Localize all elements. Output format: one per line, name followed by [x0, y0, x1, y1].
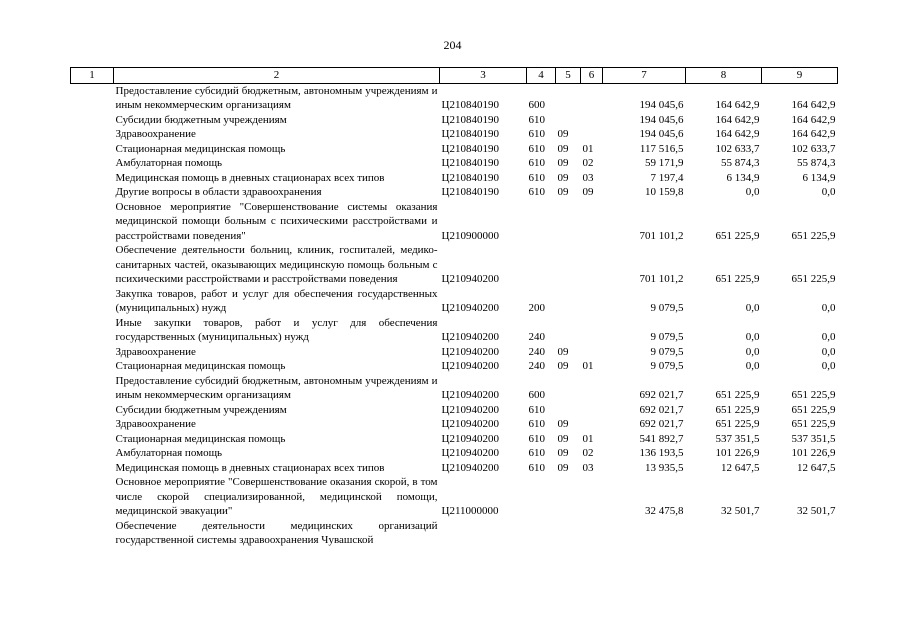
row-name [114, 345, 440, 360]
row-amount-col9: 101 226,9 [791, 447, 836, 459]
row-subsection [581, 345, 603, 360]
row-blank-cell [71, 243, 114, 287]
row-blank-cell [71, 432, 114, 447]
row-section [556, 113, 581, 128]
table-row [71, 113, 838, 128]
row-amount-col9: 0,0 [821, 186, 836, 198]
row-blank-cell [71, 519, 114, 548]
table-row [71, 200, 838, 244]
row-section [556, 83, 581, 113]
row-name [114, 83, 440, 113]
row-section [556, 316, 581, 345]
budget-table [70, 67, 838, 548]
row-name [114, 171, 440, 186]
row-expense-type: 610 [528, 418, 545, 430]
row-name-text: Медицинская помощь в дневных стационарах всех типов [115, 171, 385, 184]
row-target-code: Ц210940200 [441, 302, 499, 314]
row-amount-col8: 32 501,7 [721, 505, 760, 517]
row-amount-col8 [686, 519, 762, 548]
row-name-text: Обеспечение деятельности больниц, клиник, госпиталей, медико-санитарных частей, оказывающих медицинскую помощь больным с психическими расстройствами и расстройствами поведения [115, 244, 438, 285]
row-subsection: 02 [582, 157, 594, 169]
table-row [71, 417, 838, 432]
row-target-code: Ц210900000 [441, 229, 499, 242]
row-section: 09 [557, 157, 569, 169]
row-name-text: Стационарная медицинская помощь [115, 432, 286, 445]
row-amount-col9: 0,0 [821, 360, 836, 372]
column-header: 6 [581, 68, 603, 84]
table-row [71, 519, 838, 548]
row-section [556, 403, 581, 418]
row-name [114, 446, 440, 461]
column-header: 5 [556, 68, 581, 84]
row-section: 09 [557, 186, 569, 198]
table-row [71, 142, 838, 157]
row-blank-cell [71, 200, 114, 244]
row-blank-cell [71, 446, 114, 461]
row-amount-col9: 651 225,9 [791, 418, 836, 430]
row-subsection [581, 403, 603, 418]
row-name [114, 113, 440, 128]
row-subsection [581, 374, 603, 403]
column-header: 8 [686, 68, 762, 84]
row-amount-col9: 651 225,9 [791, 389, 836, 401]
row-name [114, 127, 440, 142]
row-target-code: Ц210840190 [441, 171, 499, 184]
row-amount-col7: 701 101,2 [639, 273, 684, 285]
row-amount-col7: 541 892,7 [639, 432, 684, 445]
row-subsection [581, 200, 603, 244]
row-subsection: 03 [582, 171, 594, 184]
row-subsection [581, 417, 603, 432]
table-row [71, 432, 838, 447]
row-expense-type: 610 [528, 186, 545, 198]
row-name [114, 142, 440, 157]
table-row [71, 359, 838, 374]
row-section: 09 [557, 345, 569, 358]
row-amount-col8: 651 225,9 [715, 403, 760, 416]
row-name-text: Медицинская помощь в дневных стационарах всех типов [115, 461, 385, 474]
row-amount-col8: 651 225,9 [715, 229, 760, 242]
row-section: 09 [557, 171, 569, 184]
row-amount-col7: 194 045,6 [639, 113, 684, 126]
table-row [71, 316, 838, 345]
row-target-code [440, 519, 527, 548]
row-amount-col8: 0,0 [745, 331, 760, 343]
row-blank-cell [71, 156, 114, 171]
row-amount-col8: 102 633,7 [715, 142, 760, 155]
row-section: 09 [557, 128, 569, 140]
row-expense-type: 610 [528, 171, 545, 184]
row-section: 09 [557, 447, 569, 459]
row-amount-col8: 537 351,5 [715, 432, 760, 445]
row-amount-col7: 10 159,8 [645, 186, 684, 198]
row-amount-col9: 164 642,9 [791, 113, 836, 126]
row-expense-type: 600 [528, 389, 545, 401]
row-name-text: Предоставление субсидий бюджетным, автономным учреждениям и иным некоммерческим организациям [115, 84, 438, 111]
column-header: 7 [603, 68, 686, 84]
row-amount-col9: 651 225,9 [791, 273, 836, 285]
row-amount-col9: 0,0 [821, 331, 836, 343]
row-amount-col8: 0,0 [745, 345, 760, 358]
row-amount-col7: 9 079,5 [650, 345, 684, 358]
row-section: 09 [557, 360, 569, 372]
row-amount-col9: 0,0 [821, 345, 836, 358]
row-amount-col8: 164 642,9 [715, 113, 760, 126]
page-number: 204 [443, 38, 462, 52]
row-amount-col7: 692 021,7 [639, 389, 684, 401]
row-subsection [581, 316, 603, 345]
row-subsection: 02 [582, 447, 594, 459]
row-name-text: Закупка товаров, работ и услуг для обеспечения государственных (муниципальных) нужд [115, 287, 438, 314]
table-row [71, 461, 838, 476]
row-target-code: Ц210840190 [441, 142, 499, 155]
row-name-text: Амбулаторная помощь [115, 157, 223, 169]
row-amount-col7: 9 079,5 [650, 302, 684, 314]
row-amount-col7: 692 021,7 [639, 418, 684, 430]
row-target-code: Ц210940200 [441, 461, 499, 474]
row-blank-cell [71, 359, 114, 374]
row-blank-cell [71, 142, 114, 157]
row-amount-col7: 194 045,6 [639, 99, 684, 111]
row-name-text: Стационарная медицинская помощь [115, 142, 286, 155]
row-name [114, 287, 440, 316]
row-expense-type: 240 [528, 331, 545, 343]
row-name [114, 316, 440, 345]
row-amount-col8: 651 225,9 [715, 389, 760, 401]
row-name [114, 243, 440, 287]
row-amount-col8: 0,0 [745, 302, 760, 314]
row-blank-cell [71, 127, 114, 142]
row-target-code: Ц210940200 [441, 273, 499, 285]
row-target-code: Ц210840190 [441, 99, 499, 111]
row-section: 09 [557, 418, 569, 430]
row-expense-type [527, 519, 556, 548]
row-amount-col9: 164 642,9 [791, 128, 836, 140]
row-name [114, 374, 440, 403]
column-header: 9 [762, 68, 838, 84]
row-name [114, 156, 440, 171]
row-amount-col8: 0,0 [745, 360, 760, 372]
row-blank-cell [71, 345, 114, 360]
row-expense-type: 610 [528, 432, 545, 445]
row-amount-col7: 59 171,9 [645, 157, 684, 169]
row-section: 09 [557, 142, 569, 155]
row-amount-col7: 32 475,8 [645, 505, 684, 517]
row-amount-col8: 101 226,9 [715, 447, 760, 459]
row-section [556, 475, 581, 519]
row-blank-cell [71, 316, 114, 345]
row-amount-col7: 7 197,4 [650, 171, 684, 184]
row-section [556, 287, 581, 316]
row-amount-col8: 164 642,9 [715, 99, 760, 111]
column-header: 4 [527, 68, 556, 84]
row-blank-cell [71, 287, 114, 316]
row-subsection: 01 [582, 142, 594, 155]
row-amount-col7 [603, 519, 686, 548]
row-blank-cell [71, 475, 114, 519]
table-body [71, 83, 838, 548]
row-amount-col9: 0,0 [821, 302, 836, 314]
row-subsection: 01 [582, 432, 594, 445]
row-target-code: Ц210840190 [441, 186, 499, 198]
row-amount-col7: 117 516,5 [639, 142, 684, 155]
row-expense-type: 610 [528, 447, 545, 459]
row-name-text: Здравоохранение [115, 128, 196, 140]
row-amount-col7: 701 101,2 [639, 229, 684, 242]
row-name [114, 359, 440, 374]
row-target-code: Ц210940200 [441, 403, 499, 416]
row-amount-col9: 651 225,9 [791, 403, 836, 416]
row-subsection [581, 127, 603, 142]
row-amount-col9: 651 225,9 [791, 229, 836, 242]
row-amount-col8: 651 225,9 [715, 273, 760, 285]
row-section: 09 [557, 432, 569, 445]
row-section [556, 374, 581, 403]
table-row [71, 156, 838, 171]
row-amount-col7: 194 045,6 [639, 128, 684, 140]
table-row [71, 127, 838, 142]
row-expense-type: 240 [528, 360, 545, 372]
column-header: 1 [71, 68, 114, 84]
row-amount-col9: 32 501,7 [797, 505, 836, 517]
row-target-code: Ц210940200 [441, 389, 499, 401]
row-name [114, 519, 440, 548]
column-header: 2 [114, 68, 440, 84]
row-expense-type: 610 [528, 157, 545, 169]
row-name-text: Другие вопросы в области здравоохранения [115, 186, 322, 198]
table-row [71, 446, 838, 461]
table-row [71, 374, 838, 403]
row-amount-col8: 0,0 [745, 186, 760, 198]
row-name-text: Обеспечение деятельности медицинских организаций государственной системы здравоохранения Чувашской [115, 519, 438, 546]
row-amount-col8: 55 874,3 [721, 157, 760, 169]
column-header-row [71, 68, 838, 84]
row-amount-col9 [762, 519, 838, 548]
table-row [71, 287, 838, 316]
row-amount-col9: 102 633,7 [791, 142, 836, 155]
row-expense-type: 200 [528, 302, 545, 314]
table-row [71, 345, 838, 360]
row-name-text: Здравоохранение [115, 345, 196, 358]
row-name-text: Иные закупки товаров, работ и услуг для обеспечения государственных (муниципальных) нужд [115, 316, 438, 343]
row-subsection: 03 [582, 461, 594, 474]
row-amount-col8: 12 647,5 [721, 461, 760, 474]
row-target-code: Ц210940200 [441, 447, 499, 459]
row-amount-col7: 13 935,5 [645, 461, 684, 474]
row-amount-col7: 136 193,5 [639, 447, 684, 459]
row-name [114, 432, 440, 447]
row-target-code: Ц210840190 [441, 128, 499, 140]
row-amount-col9: 12 647,5 [797, 461, 836, 474]
row-expense-type: 600 [528, 99, 545, 111]
table-row [71, 185, 838, 200]
row-section: 09 [557, 461, 569, 474]
row-name-text: Здравоохранение [115, 418, 196, 430]
table-row [71, 83, 838, 113]
row-expense-type: 610 [528, 113, 545, 126]
row-amount-col9: 55 874,3 [797, 157, 836, 169]
column-header: 3 [440, 68, 527, 84]
row-amount-col7: 692 021,7 [639, 403, 684, 416]
row-section [556, 519, 581, 548]
row-target-code: Ц210840190 [441, 113, 499, 126]
row-amount-col9: 6 134,9 [802, 171, 836, 184]
row-expense-type: 610 [528, 128, 545, 140]
table-row [71, 243, 838, 287]
row-name [114, 417, 440, 432]
table-row [71, 475, 838, 519]
row-name-text: Амбулаторная помощь [115, 447, 223, 459]
row-expense-type: 610 [528, 142, 545, 155]
row-subsection [581, 113, 603, 128]
row-subsection: 01 [582, 360, 594, 372]
row-subsection [581, 83, 603, 113]
row-blank-cell [71, 113, 114, 128]
row-name [114, 461, 440, 476]
row-name-text: Основное мероприятие "Совершенствование системы оказания медицинской помощи больным с психическими расстройствами и расстройствами поведения" [115, 200, 438, 242]
row-name [114, 403, 440, 418]
row-section [556, 243, 581, 287]
row-blank-cell [71, 461, 114, 476]
row-target-code: Ц210940200 [441, 345, 499, 358]
row-expense-type: 610 [528, 461, 545, 474]
row-subsection: 09 [582, 186, 594, 198]
row-name-text: Субсидии бюджетным учреждениям [115, 403, 287, 416]
row-subsection [581, 287, 603, 316]
row-section [556, 200, 581, 244]
row-expense-type [527, 243, 556, 287]
row-name-text: Основное мероприятие "Совершенствование оказания скорой, в том числе скорой специализированной, медицинской помощи, медицинской эвакуации" [115, 476, 438, 517]
row-target-code: Ц210940200 [441, 331, 499, 343]
table-row [71, 171, 838, 186]
row-expense-type [527, 200, 556, 244]
row-amount-col7: 9 079,5 [650, 360, 684, 372]
row-subsection [581, 243, 603, 287]
row-subsection [581, 475, 603, 519]
row-name [114, 475, 440, 519]
row-amount-col8: 164 642,9 [715, 128, 760, 140]
table-row [71, 403, 838, 418]
row-target-code: Ц210940200 [441, 432, 499, 445]
row-amount-col9: 537 351,5 [791, 432, 836, 445]
row-amount-col9: 164 642,9 [791, 99, 836, 111]
row-amount-col7: 9 079,5 [650, 331, 684, 343]
row-expense-type: 610 [528, 403, 545, 416]
row-amount-col8: 651 225,9 [715, 418, 760, 430]
row-name-text: Предоставление субсидий бюджетным, автономным учреждениям и иным некоммерческим организациям [115, 374, 438, 401]
row-name-text: Субсидии бюджетным учреждениям [115, 113, 287, 126]
row-target-code: Ц211000000 [441, 505, 499, 517]
row-name-text: Стационарная медицинская помощь [115, 360, 286, 372]
row-expense-type: 240 [528, 345, 545, 358]
row-expense-type [527, 475, 556, 519]
row-blank-cell [71, 83, 114, 113]
row-target-code: Ц210840190 [441, 157, 499, 169]
row-target-code: Ц210940200 [441, 418, 499, 430]
row-blank-cell [71, 185, 114, 200]
row-blank-cell [71, 171, 114, 186]
row-amount-col8: 6 134,9 [726, 171, 760, 184]
row-name [114, 200, 440, 244]
row-subsection [581, 519, 603, 548]
row-blank-cell [71, 417, 114, 432]
row-name [114, 185, 440, 200]
row-blank-cell [71, 374, 114, 403]
row-target-code: Ц210940200 [441, 360, 499, 372]
row-blank-cell [71, 403, 114, 418]
